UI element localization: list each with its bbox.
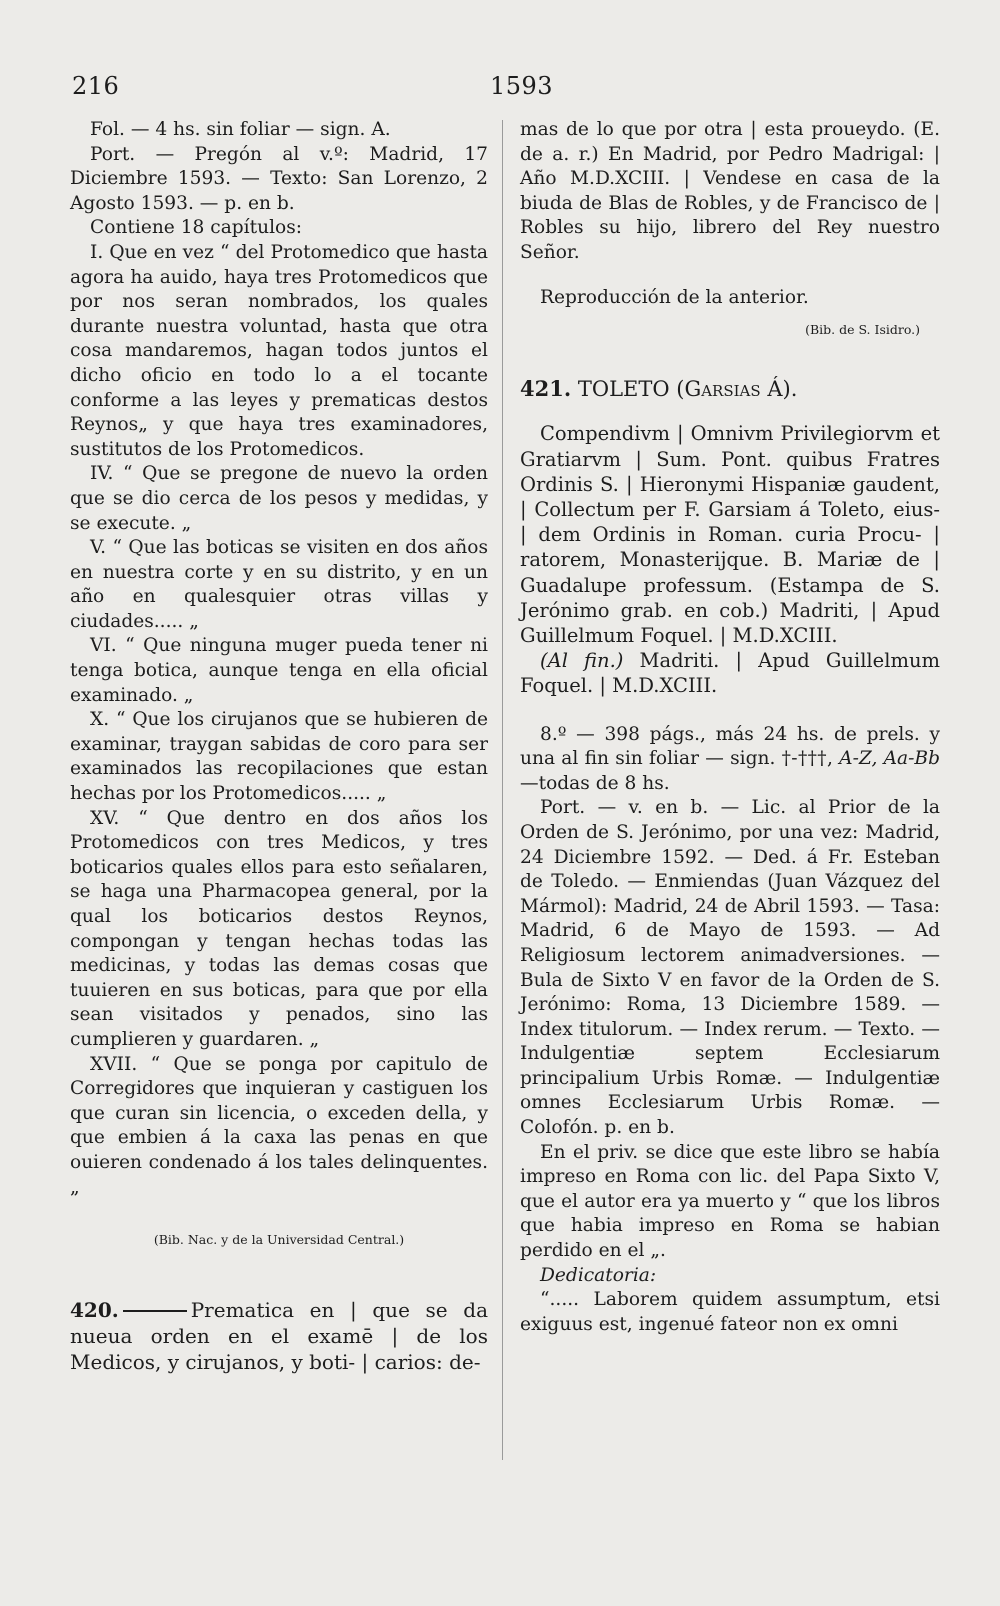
dedication-quote: “..... Laborem quidem assumptum, etsi exiguus est, ingenué fateor non ex omni: [520, 1289, 940, 1335]
chapter-vi: VI. “ Que ninguna muger pueda tener ni tenga botica, aunque tenga en ella oficial examinado. „: [70, 635, 488, 706]
dedication-label: Dedicatoria:: [540, 1264, 657, 1286]
chapter-x: X. “ Que los cirujanos que se hubieren de examinar, traygan sabidas de coro para ser examinados las recopilaciones que estan hechas por los Protomedicos..... „: [70, 709, 488, 805]
column-divider: [502, 120, 503, 1460]
entry-421-heading: [520, 377, 940, 402]
contents-description: Port. — v. en b. — Lic. al Prior de la Orden de S. Jerónimo, por una vez: Madrid, 24 Diciembre 1592. — Ded. á Fr. Esteban de Toledo. — Enmiendas (Juan Vázquez del Mármol): Madrid, 24 de Abril 1593. — Tasa: Madrid, 6 de Mayo de 1593. — Ad Religiosum lectorem animadversiones. — Bula de Sixto V en favor de la Orden de S. Jerónimo: Roma, 13 Diciembre 1589. — Index titulorum. — Index rerum. — Texto. — Indulgentiæ septem Ecclesiarum principalium Urbis Romæ. — Indulgentiæ omnes Ecclesiarum Urbis Romæ. — Colofón. p. en b.: [520, 797, 940, 1139]
chapter-i: I. Que en vez “ del Protomedico que hasta agora ha auido, haya tres Protomedicos que por nos seran nombrados, los quales durante nuestra voluntad, hasta que otra cosa mandaremos, hagan todos juntos el dicho oficio en todo lo a el tocante conforme a las leyes y prematicas destos Reynos„ y que haya tres examinadores, sustitutos de los Protomedicos.: [70, 241, 488, 460]
chapter-iv: IV. “ Que se pregone de nuevo la orden que se dio cerca de los pesos y medidas, y se execute. „: [70, 463, 488, 534]
colophon-line: (Al fin.) Madriti. | Apud Guillelmum Foquel. | M.D.XCIII.: [520, 649, 940, 698]
source-note: (Bib. Nac. y de la Universidad Central.): [153, 1232, 405, 1248]
chapter-xvii: XVII. “ Que se ponga por capitulo de Corregidores que inquieran y castiguen los que curan sin licencia, o exceden della, y que embien á la caxa las penas en que ouieren condenado á los tales delinquentes. „: [70, 1053, 488, 1198]
author-name: TOLETO (Garsias Á).: [577, 376, 798, 401]
entry-line: Fol. — 4 hs. sin foliar — sign. A.: [90, 119, 391, 140]
chapter-v: V. “ Que las boticas se visiten en dos años en nuestra corte y en su distrito, y en un año en qualesquier otras villas y ciudades..... „: [70, 537, 488, 632]
running-head-year: 1593: [490, 72, 554, 100]
privilege-note: En el priv. se dice que este libro se había impreso en Roma con lic. del Papa Sixto V, que el autor era ya muerto y “ que los libros que habia impreso en Roma se habian perdido en el „.: [520, 1141, 940, 1262]
entry-title: Prematica en | que se da nueua orden en el examē | de los Medicos, y cirujanos, y boti- | carios: de-: [70, 1297, 488, 1374]
entry-line: Port. — Pregón al v.º: Madrid, 17 Diciembre 1593. — Texto: San Lorenzo, 2 Agosto 1593. — p. en b.: [70, 143, 488, 214]
chapter-xv: XV. “ Que dentro en dos años los Protomedicos con tres Medicos, y tres boticarios quales ellos para esto señalaren, se haga una Pharmacopea general, por la qual los boticarios destos Reynos, compongan y tengan hechas todas las medicinas, y todas las demas cosas que tuuieren en sus boticas, para que por ella sean visitados y penados, sino las cumplieren y guardaren. „: [70, 807, 488, 1050]
entry-number: 421.: [520, 375, 572, 401]
reproduction-note: Reproducción de la anterior.: [540, 286, 809, 308]
continued-title: mas de lo que por otra | esta proueydo. (E. de a. r.) En Madrid, por Pedro Madrigal: | Año M.D.XCIII. | Vendese en casa de la biuda de Blas de Robles, y de Francisco de | Robles su hijo, librero del Rey nuestro Señor.: [520, 119, 940, 263]
right-column: [520, 118, 940, 1337]
left-column: [70, 118, 488, 1375]
ditto-dash: [123, 1310, 187, 1312]
entry-number: 420.: [70, 1297, 119, 1322]
source-note: (Bib. de S. Isidro.): [805, 322, 920, 338]
entry-line: Contiene 18 capítulos:: [90, 217, 303, 239]
page-number: 216: [72, 72, 120, 100]
book-title: Compendivm | Omnivm Privilegiorvm et Gratiarvm | Sum. Pont. quibus Fratres Ordinis S. | Hieronymi Hispaniæ gaudent, | Collectum per F. Garsiam á Toleto, eius- | dem Ordinis in Roman. curia Procu- | ratorem, Monasterijque. B. Mariæ de | Guadalupe professum. (Estampa de S. Jerónimo grab. en cob.) Madriti, | Apud Guillelmum Foquel. | M.D.XCIII.: [520, 422, 940, 647]
physical-description: 8.º — 398 págs., más 24 hs. de prels. y una al fin sin foliar — sign. †-†††, A-Z, Aa-Bb—todas de 8 hs.: [520, 723, 940, 794]
entry-420: [70, 1297, 488, 1375]
